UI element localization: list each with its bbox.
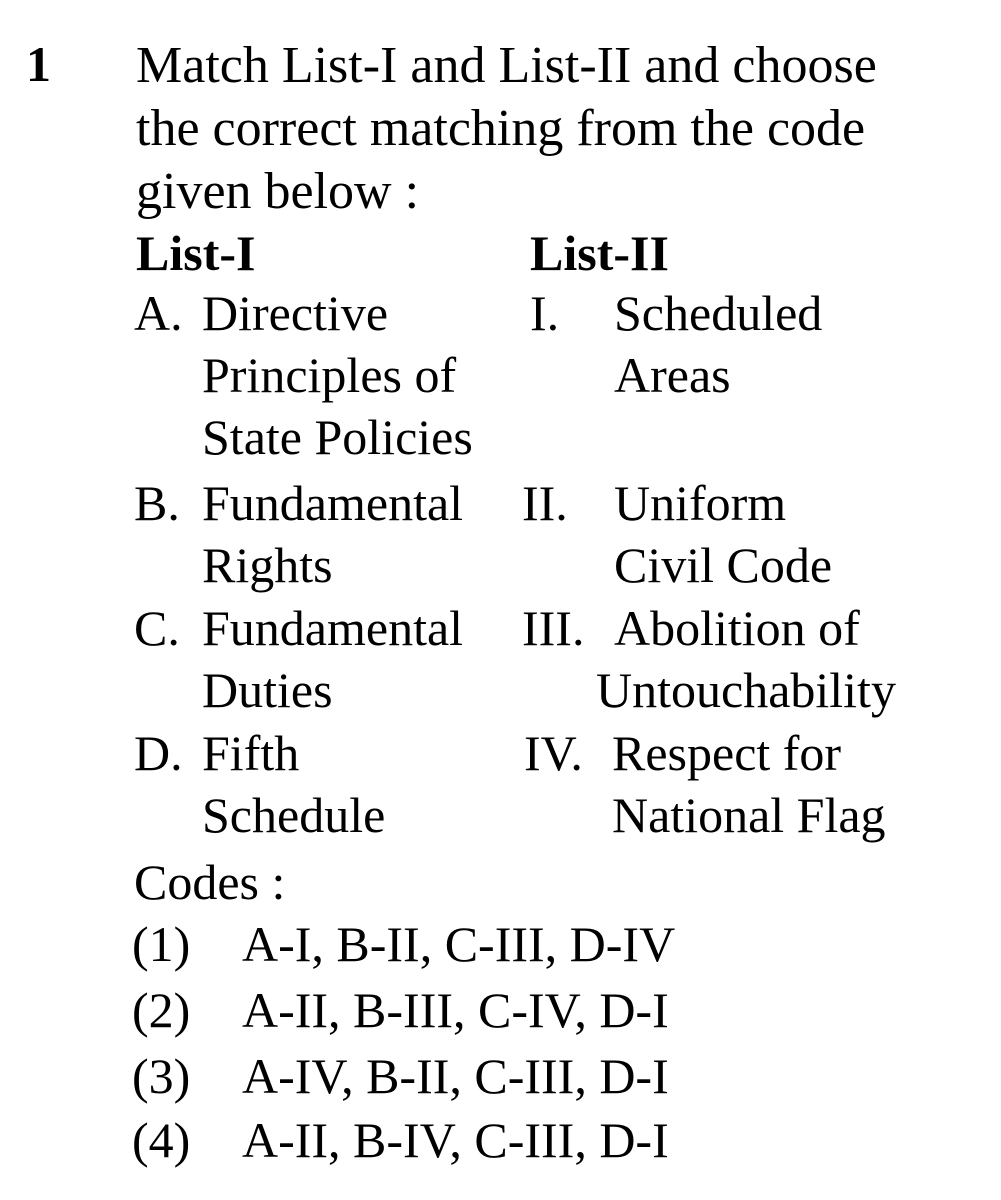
list2-item-iii-line: Abolition of bbox=[614, 600, 860, 656]
list1-item-a-line: Directive bbox=[202, 285, 389, 341]
list1-item-c-line: Duties bbox=[202, 662, 333, 718]
question-line: Match List-I and List-II and choose bbox=[136, 37, 877, 94]
list1-item-c-mark: C. bbox=[134, 600, 180, 656]
list2-item-iv-line: National Flag bbox=[612, 787, 886, 843]
option-3[interactable] bbox=[132, 1046, 669, 1106]
list1-item-a-line: State Policies bbox=[202, 409, 473, 465]
list1-item-d-text bbox=[202, 722, 385, 846]
list1-item-b-line: Rights bbox=[202, 537, 333, 593]
option-text: A-IV, B-II, C-III, D-I bbox=[242, 1048, 669, 1104]
list2-item-i-line: Areas bbox=[614, 347, 731, 403]
list2-item-ii-text bbox=[614, 472, 832, 596]
list2-item-iv-mark: IV. bbox=[524, 725, 583, 781]
option-number: (4) bbox=[132, 1112, 191, 1168]
list1-item-d-line: Schedule bbox=[202, 787, 386, 843]
list1-item-d-line: Fifth bbox=[202, 725, 300, 781]
option-number: (1) bbox=[132, 916, 191, 972]
question-stem bbox=[136, 34, 976, 223]
option-text: A-II, B-IV, C-III, D-I bbox=[242, 1112, 669, 1168]
list2-item-ii-mark: II. bbox=[522, 475, 568, 531]
list1-item-c-text bbox=[202, 597, 463, 721]
list2-item-iii-line: Untouchability bbox=[596, 662, 896, 718]
option-number: (2) bbox=[132, 982, 191, 1038]
list1-item-a-line: Principles of bbox=[202, 347, 457, 403]
option-text: A-II, B-III, C-IV, D-I bbox=[242, 982, 669, 1038]
option-1[interactable] bbox=[132, 914, 675, 974]
list1-item-a-mark: A. bbox=[134, 285, 183, 341]
list1-item-b-text bbox=[202, 472, 463, 596]
option-2[interactable] bbox=[132, 980, 669, 1040]
question-line: the correct matching from the code bbox=[136, 100, 866, 157]
list2-item-ii-line: Civil Code bbox=[614, 537, 833, 593]
list2-item-iii-mark: III. bbox=[522, 600, 585, 656]
list2-item-i-mark: I. bbox=[530, 285, 560, 341]
list1-item-d-mark: D. bbox=[134, 725, 183, 781]
question-line: given below : bbox=[136, 163, 420, 220]
list2-heading: List-II bbox=[530, 225, 669, 281]
list1-item-a-text bbox=[202, 282, 473, 468]
list2-item-iv-line: Respect for bbox=[612, 725, 842, 781]
list1-item-b-mark: B. bbox=[134, 475, 180, 531]
codes-heading: Codes : bbox=[134, 854, 286, 910]
list2-item-iv-text bbox=[612, 722, 886, 846]
list1-item-c-line: Fundamental bbox=[202, 600, 464, 656]
option-4[interactable] bbox=[132, 1110, 669, 1170]
list1-heading: List-I bbox=[136, 225, 256, 281]
option-text: A-I, B-II, C-III, D-IV bbox=[242, 916, 676, 972]
list2-item-iii-text bbox=[596, 597, 896, 721]
list1-item-b-line: Fundamental bbox=[202, 475, 464, 531]
list2-item-ii-line: Uniform bbox=[614, 475, 787, 531]
question-number: 1 bbox=[26, 36, 51, 92]
list2-item-i-line: Scheduled bbox=[614, 285, 823, 341]
list2-item-i-text bbox=[614, 282, 822, 406]
option-number: (3) bbox=[132, 1048, 191, 1104]
